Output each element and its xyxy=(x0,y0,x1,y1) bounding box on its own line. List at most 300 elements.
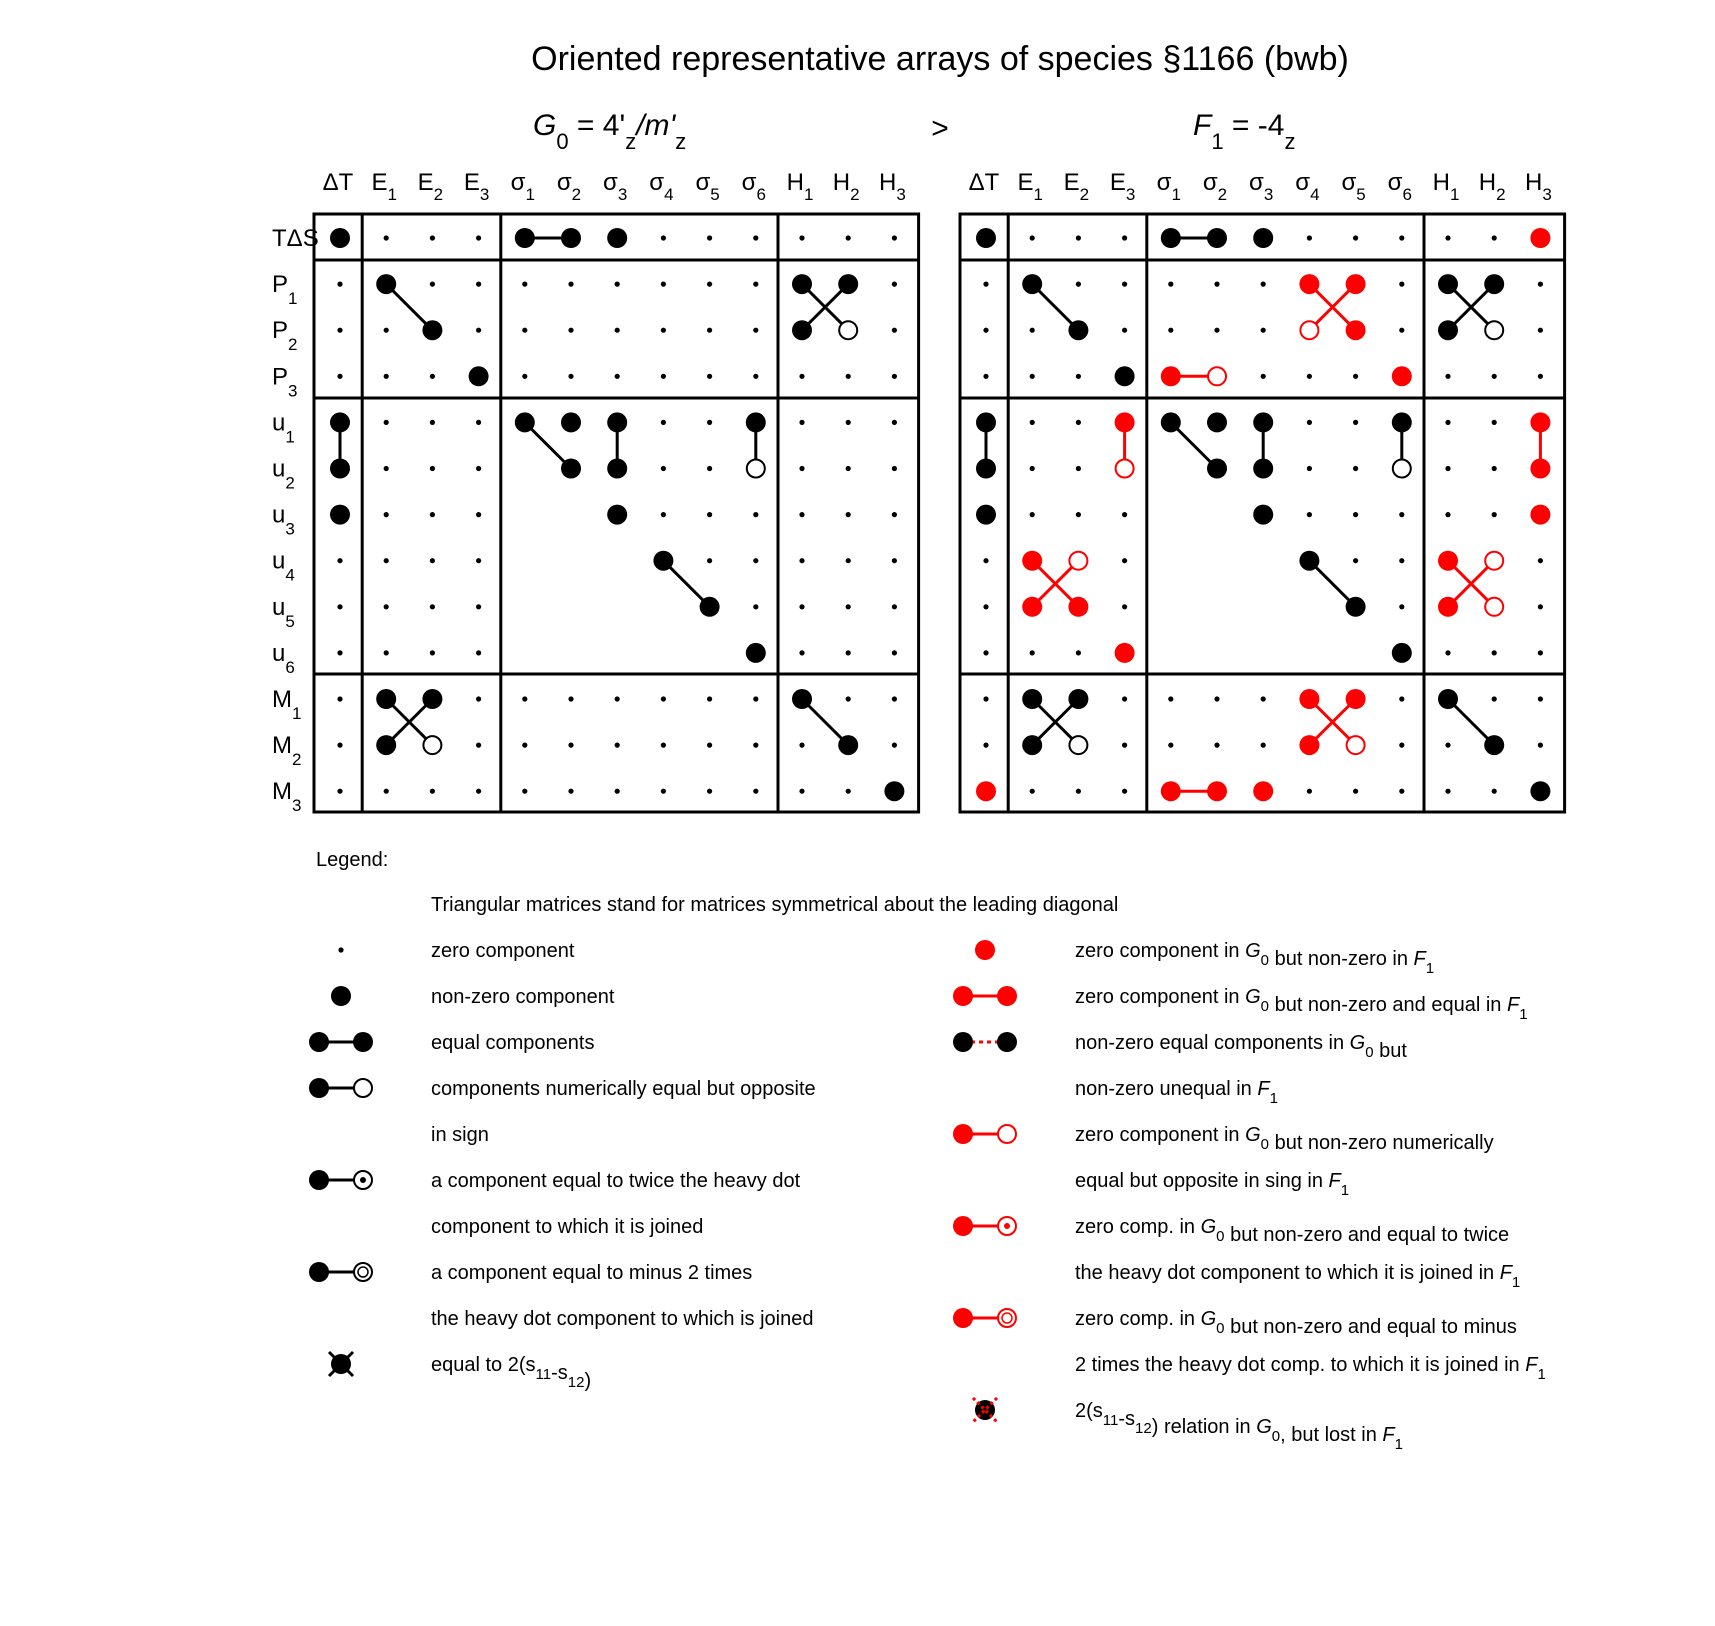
g0-heavy-dot xyxy=(376,274,396,294)
f1-col-3: $E_3$ xyxy=(1109,169,1136,204)
matrix-f1 xyxy=(960,169,1565,812)
g0-col-12: $H_3$ xyxy=(878,169,906,204)
matrix-g0 xyxy=(314,169,919,812)
g0-heavy-dot xyxy=(422,689,442,709)
f1-red-dot xyxy=(1161,366,1181,386)
g0-zero-dot xyxy=(846,512,851,517)
g0-zero-dot xyxy=(661,328,666,333)
g0-zero-dot xyxy=(568,282,573,287)
red-equal-pair-b xyxy=(997,986,1017,1006)
legend-right-text-0: zero component in $G_0$ but non-zero in $F_1$ xyxy=(1075,940,1435,977)
g0-zero-dot xyxy=(430,789,435,794)
g0-zero-dot xyxy=(892,282,897,287)
g0-zero-dot xyxy=(753,558,758,563)
g0-zero-dot xyxy=(753,328,758,333)
g0-zero-dot xyxy=(337,558,342,563)
g0-heavy-dot xyxy=(607,228,627,248)
g0-heavy-dot xyxy=(330,459,350,479)
f1-zero-dot xyxy=(1122,604,1127,609)
f1-zero-dot xyxy=(983,696,988,701)
f1-heavy-dot xyxy=(1161,412,1181,432)
f1-zero-dot xyxy=(1445,650,1450,655)
g0-zero-dot xyxy=(799,604,804,609)
legend-left-text-6: equal to $2(s_{11}-s_{12})$ xyxy=(431,1354,592,1392)
row-label-1: $P_1$ xyxy=(272,271,298,309)
g0-zero-dot xyxy=(615,696,620,701)
f1-col-1: $E_1$ xyxy=(1017,169,1043,204)
f1-zero-dot xyxy=(1399,282,1404,287)
f1-zero-dot xyxy=(1168,328,1173,333)
f1-open-dot xyxy=(1069,736,1087,754)
g0-zero-dot xyxy=(337,696,342,701)
f1-heavy-dot xyxy=(1253,412,1273,432)
f1-heavy-dot xyxy=(1068,320,1088,340)
g0-col-6: $\sigma_3$ xyxy=(603,169,628,204)
left-formula xyxy=(533,109,686,154)
f1-red-dot xyxy=(1299,689,1319,709)
legend xyxy=(309,940,1546,1453)
g0-zero-dot xyxy=(615,328,620,333)
legend-left-text-1: non-zero component xyxy=(431,986,615,1008)
g0-heavy-dot xyxy=(746,643,766,663)
f1-zero-dot xyxy=(1076,282,1081,287)
legend-right-text-5: 2 times the heavy dot comp. to which it is joined in $F_1$ xyxy=(1075,1354,1546,1383)
g0-zero-dot xyxy=(661,789,666,794)
f1-zero-dot xyxy=(1399,604,1404,609)
g0-zero-dot xyxy=(522,282,527,287)
f1-zero-dot xyxy=(1538,558,1543,563)
f1-zero-dot xyxy=(1353,420,1358,425)
g0-zero-dot xyxy=(384,558,389,563)
f1-red-dot xyxy=(1346,274,1366,294)
g0-zero-dot xyxy=(476,789,481,794)
g0-zero-dot xyxy=(337,650,342,655)
g0-zero-dot xyxy=(568,696,573,701)
legend-right-text-2: non-zero unequal in $F_1$ xyxy=(1075,1078,1278,1107)
g0-zero-dot xyxy=(753,743,758,748)
g0-heavy-dot xyxy=(792,689,812,709)
f1-zero-dot xyxy=(1399,235,1404,240)
f1-zero-dot xyxy=(1214,743,1219,748)
g0-zero-dot xyxy=(707,743,712,748)
f1-zero-dot xyxy=(1399,789,1404,794)
g0-zero-dot xyxy=(337,604,342,609)
row-label-2: $P_2$ xyxy=(272,317,298,355)
f1-red-dot xyxy=(1530,228,1550,248)
g0-zero-dot xyxy=(476,466,481,471)
g0-col-8: $\sigma_5$ xyxy=(695,169,720,204)
legend-left-text-3: components numerically equal but opposite xyxy=(431,1078,816,1100)
f1-open-dot xyxy=(1393,460,1411,478)
f1-zero-dot xyxy=(1030,512,1035,517)
g0-zero-dot xyxy=(430,282,435,287)
red-minus-two-pair-a xyxy=(953,1308,973,1328)
g0-heavy-dot xyxy=(561,412,581,432)
f1-zero-dot xyxy=(1168,696,1173,701)
g0-zero-dot xyxy=(384,235,389,240)
f1-zero-dot xyxy=(1353,235,1358,240)
f1-heavy-dot xyxy=(1022,274,1042,294)
g0-zero-dot xyxy=(430,604,435,609)
f1-col-4: $\sigma_1$ xyxy=(1156,169,1181,204)
f1-zero-dot xyxy=(983,374,988,379)
g0-zero-dot xyxy=(707,696,712,701)
f1-heavy-dot xyxy=(976,228,996,248)
g0-zero-dot xyxy=(522,696,527,701)
f1-zero-dot xyxy=(1030,328,1035,333)
opposite-pair-b xyxy=(354,1079,372,1097)
g0-heavy-dot xyxy=(376,689,396,709)
row-label-10: $M_1$ xyxy=(272,686,302,723)
g0-heavy-dot xyxy=(653,551,673,571)
g0-zero-dot xyxy=(522,328,527,333)
f1-zero-dot xyxy=(1538,282,1543,287)
f1-red-dot xyxy=(1392,366,1412,386)
g0-zero-dot xyxy=(707,282,712,287)
f1-zero-dot xyxy=(1168,282,1173,287)
f1-zero-dot xyxy=(983,328,988,333)
f1-col-9: $\sigma_6$ xyxy=(1387,169,1412,204)
legend-left-text-4: a component equal to twice the heavy dot xyxy=(431,1170,801,1192)
f1-zero-dot xyxy=(1307,512,1312,517)
g0-col-9: $\sigma_6$ xyxy=(741,169,766,204)
f1-zero-dot xyxy=(1445,235,1450,240)
f1-zero-dot xyxy=(1353,512,1358,517)
f1-col-6: $\sigma_3$ xyxy=(1249,169,1274,204)
f1-col-8: $\sigma_5$ xyxy=(1341,169,1366,204)
g0-zero-dot xyxy=(846,420,851,425)
g0-heavy-dot xyxy=(792,274,812,294)
f1-heavy-dot xyxy=(1438,689,1458,709)
f1-zero-dot xyxy=(1261,696,1266,701)
legend-right-text-1: zero component in $G_0$ but non-zero and equal in $F_1$ xyxy=(1075,986,1528,1023)
g0-zero-dot xyxy=(661,466,666,471)
g0-heavy-dot xyxy=(330,412,350,432)
g0-zero-dot xyxy=(476,650,481,655)
f1-zero-dot xyxy=(1030,374,1035,379)
f1-red-open-dot xyxy=(1116,460,1134,478)
f1-heavy-dot xyxy=(1530,781,1550,801)
g0-zero-dot xyxy=(846,235,851,240)
f1-red-dot xyxy=(1530,412,1550,432)
g0-zero-dot xyxy=(337,743,342,748)
g0-zero-dot xyxy=(522,743,527,748)
f1-heavy-dot xyxy=(1022,735,1042,755)
diagram-title: Oriented representative arrays of species §1166 (bwb) xyxy=(531,40,1349,78)
row-label-7: $u_4$ xyxy=(272,547,295,585)
g0-heavy-dot xyxy=(422,320,442,340)
g0-zero-dot xyxy=(892,512,897,517)
g0-zero-dot xyxy=(846,696,851,701)
g0-zero-dot xyxy=(846,650,851,655)
f1-zero-dot xyxy=(1122,789,1127,794)
twice-pair-a xyxy=(309,1170,329,1190)
dot-a xyxy=(953,1032,973,1052)
row-label-9: $u_6$ xyxy=(272,639,295,677)
f1-zero-dot xyxy=(983,282,988,287)
f1-heavy-dot xyxy=(1346,597,1366,617)
g0-col-1: $E_1$ xyxy=(371,169,397,204)
f1-zero-dot xyxy=(1492,696,1497,701)
f1-heavy-dot xyxy=(1438,320,1458,340)
g0-zero-dot xyxy=(615,743,620,748)
g0-zero-dot xyxy=(337,374,342,379)
f1-zero-dot xyxy=(1492,789,1497,794)
g0-col-4: $\sigma_1$ xyxy=(510,169,535,204)
opposite-pair-a xyxy=(309,1078,329,1098)
f1-heavy-dot xyxy=(1207,228,1227,248)
f1-zero-dot xyxy=(1445,466,1450,471)
f1-zero-dot xyxy=(1538,743,1543,748)
f1-zero-dot xyxy=(983,743,988,748)
g0-zero-dot xyxy=(384,789,389,794)
f1-heavy-dot xyxy=(1207,412,1227,432)
legend-right-text-3: equal but opposite in sing in $F_1$ xyxy=(1075,1170,1350,1199)
legend-left-text-0: zero component xyxy=(431,940,575,962)
g0-zero-dot xyxy=(846,789,851,794)
g0-zero-dot xyxy=(707,235,712,240)
g0-zero-dot xyxy=(753,235,758,240)
g0-open-dot xyxy=(839,321,857,339)
g0-zero-dot xyxy=(384,420,389,425)
g0-col-10: $H_1$ xyxy=(786,169,814,204)
f1-red-dot xyxy=(1161,781,1181,801)
g0-zero-dot xyxy=(476,696,481,701)
g0-zero-dot xyxy=(892,604,897,609)
f1-zero-dot xyxy=(1538,604,1543,609)
g0-zero-dot xyxy=(661,420,666,425)
f1-zero-dot xyxy=(1214,282,1219,287)
f1-zero-dot xyxy=(1492,420,1497,425)
legend-left-text-4: component to which it is joined xyxy=(431,1216,704,1238)
red-dot-dot xyxy=(975,940,995,960)
f1-col-10: $H_1$ xyxy=(1432,169,1460,204)
f1-heavy-dot xyxy=(1207,459,1227,479)
f1-red-open-dot xyxy=(1069,552,1087,570)
g0-zero-dot xyxy=(430,374,435,379)
g0-zero-dot xyxy=(661,235,666,240)
f1-zero-dot xyxy=(1492,374,1497,379)
f1-zero-dot xyxy=(1076,789,1081,794)
g0-zero-dot xyxy=(892,650,897,655)
g0-zero-dot xyxy=(753,604,758,609)
f1-zero-dot xyxy=(1492,466,1497,471)
f1-zero-dot xyxy=(1122,512,1127,517)
g0-zero-dot xyxy=(430,558,435,563)
f1-zero-dot xyxy=(1122,282,1127,287)
f1-zero-dot xyxy=(1445,743,1450,748)
red-equal-pair-a xyxy=(953,986,973,1006)
f1-zero-dot xyxy=(1076,512,1081,517)
f1-heavy-dot xyxy=(1253,505,1273,525)
g0-heavy-dot xyxy=(561,228,581,248)
f1-red-dot xyxy=(1253,781,1273,801)
f1-zero-dot xyxy=(1492,650,1497,655)
g0-col-2: $E_2$ xyxy=(417,169,444,204)
f1-zero-dot xyxy=(1122,743,1127,748)
legend-left-text-3: in sign xyxy=(431,1124,489,1146)
g0-zero-dot xyxy=(476,604,481,609)
legend-right-text-2: non-zero equal components in $G_0$ but xyxy=(1075,1032,1407,1062)
f1-col-0: ΔT xyxy=(968,169,1000,196)
f1-red-dot xyxy=(1068,597,1088,617)
f1-zero-dot xyxy=(1030,789,1035,794)
g0-heavy-dot xyxy=(838,735,858,755)
f1-col-5: $\sigma_2$ xyxy=(1202,169,1228,204)
legend-right-text-4: zero comp. in $G_0$ but non-zero and equal to twice xyxy=(1075,1216,1510,1246)
f1-zero-dot xyxy=(1353,374,1358,379)
f1-zero-dot xyxy=(1307,466,1312,471)
g0-zero-dot xyxy=(476,235,481,240)
g0-zero-dot xyxy=(799,743,804,748)
f1-red-dot xyxy=(976,781,996,801)
g0-zero-dot xyxy=(337,282,342,287)
g0-zero-dot xyxy=(476,743,481,748)
g0-heavy-dot xyxy=(792,320,812,340)
f1-zero-dot xyxy=(1030,235,1035,240)
g0-zero-dot xyxy=(476,420,481,425)
g0-col-5: $\sigma_2$ xyxy=(556,169,582,204)
g0-zero-dot xyxy=(846,604,851,609)
f1-zero-dot xyxy=(1445,789,1450,794)
f1-zero-dot xyxy=(1261,374,1266,379)
g0-heavy-dot xyxy=(746,412,766,432)
g0-zero-dot xyxy=(707,466,712,471)
g0-zero-dot xyxy=(337,328,342,333)
row-labels xyxy=(272,225,319,815)
row-label-8: $u_5$ xyxy=(272,593,295,631)
f1-formula: $F_1 = -4_z$ xyxy=(1193,109,1296,154)
g0-zero-dot xyxy=(476,558,481,563)
g0-zero-dot xyxy=(799,466,804,471)
f1-col-12: $H_3$ xyxy=(1524,169,1552,204)
f1-heavy-dot xyxy=(1022,689,1042,709)
comparator: > xyxy=(931,112,949,145)
f1-zero-dot xyxy=(1492,512,1497,517)
f1-red-dot xyxy=(1022,551,1042,571)
f1-zero-dot xyxy=(983,558,988,563)
g0-col-11: $H_2$ xyxy=(832,169,860,204)
g0-heavy-dot xyxy=(330,505,350,525)
f1-zero-dot xyxy=(1214,696,1219,701)
f1-zero-dot xyxy=(1030,420,1035,425)
f1-heavy-dot xyxy=(1253,459,1273,479)
f1-zero-dot xyxy=(1076,650,1081,655)
legend-left-text-2: equal components xyxy=(431,1032,595,1054)
g0-zero-dot xyxy=(892,374,897,379)
legend-small-dot xyxy=(338,947,343,952)
f1-red-dot xyxy=(1438,597,1458,617)
f1-red-dot xyxy=(1438,551,1458,571)
g0-zero-dot xyxy=(430,420,435,425)
legend-heading: Legend: xyxy=(316,849,389,871)
legend-right-text-4: the heavy dot component to which it is joined in $F_1$ xyxy=(1075,1262,1521,1291)
f1-zero-dot xyxy=(1307,374,1312,379)
f1-zero-dot xyxy=(1399,558,1404,563)
f1-heavy-dot xyxy=(1392,643,1412,663)
g0-zero-dot xyxy=(707,420,712,425)
f1-zero-dot xyxy=(1538,696,1543,701)
g0-col-7: $\sigma_4$ xyxy=(649,169,674,204)
f1-col-11: $H_2$ xyxy=(1478,169,1506,204)
g0-zero-dot xyxy=(799,558,804,563)
f1-red-open-dot xyxy=(1485,598,1503,616)
f1-zero-dot xyxy=(1261,282,1266,287)
g0-heavy-dot xyxy=(884,781,904,801)
f1-zero-dot xyxy=(1122,696,1127,701)
g0-zero-dot xyxy=(799,235,804,240)
f1-zero-dot xyxy=(1122,328,1127,333)
legend-right-text-3: zero component in $G_0$ but non-zero numerically xyxy=(1075,1124,1494,1154)
g0-zero-dot xyxy=(846,558,851,563)
g0-formula: $G_0 = 4'_z/m'_z$ xyxy=(533,109,687,154)
f1-heavy-dot xyxy=(976,505,996,525)
g0-zero-dot xyxy=(707,558,712,563)
g0-zero-dot xyxy=(799,374,804,379)
f1-zero-dot xyxy=(1445,512,1450,517)
g0-zero-dot xyxy=(476,282,481,287)
f1-col-7: $\sigma_4$ xyxy=(1295,169,1320,204)
f1-zero-dot xyxy=(1399,328,1404,333)
row-label-12: $M_3$ xyxy=(272,778,302,816)
f1-zero-dot xyxy=(1214,328,1219,333)
g0-zero-dot xyxy=(707,512,712,517)
f1-red-dot xyxy=(1299,274,1319,294)
legend-right-text-6: $2(s_{11}-s_{12})$ relation in $G_0$, but lost in $F_1$ xyxy=(1075,1400,1403,1453)
g0-zero-dot xyxy=(522,789,527,794)
g0-zero-dot xyxy=(892,328,897,333)
g0-zero-dot xyxy=(384,604,389,609)
g0-zero-dot xyxy=(707,328,712,333)
g0-zero-dot xyxy=(892,235,897,240)
f1-zero-dot xyxy=(1399,743,1404,748)
g0-zero-dot xyxy=(707,789,712,794)
f1-zero-dot xyxy=(1538,374,1543,379)
f1-heavy-dot xyxy=(1161,228,1181,248)
g0-zero-dot xyxy=(753,282,758,287)
f1-heavy-dot xyxy=(1068,689,1088,709)
g0-zero-dot xyxy=(384,328,389,333)
twice-pair-inner xyxy=(360,1177,366,1183)
f1-zero-dot xyxy=(1492,235,1497,240)
f1-zero-dot xyxy=(1353,789,1358,794)
f1-zero-dot xyxy=(1030,650,1035,655)
f1-zero-dot xyxy=(1168,743,1173,748)
g0-zero-dot xyxy=(892,558,897,563)
f1-red-dot xyxy=(1299,735,1319,755)
g0-zero-dot xyxy=(799,512,804,517)
g0-col-3: $E_3$ xyxy=(463,169,490,204)
f1-zero-dot xyxy=(1307,420,1312,425)
f1-red-dot xyxy=(1346,320,1366,340)
red-minus-two-pair-b xyxy=(998,1309,1016,1327)
g0-heavy-dot xyxy=(607,412,627,432)
red-twice-pair-inner xyxy=(1004,1223,1010,1229)
g0-zero-dot xyxy=(476,512,481,517)
f1-zero-dot xyxy=(1353,466,1358,471)
f1-red-dot xyxy=(1530,459,1550,479)
row-label-4: $u_1$ xyxy=(272,409,295,447)
legend-left-text-5: the heavy dot component to which is joined xyxy=(431,1308,814,1330)
g0-zero-dot xyxy=(846,374,851,379)
g0-zero-dot xyxy=(799,420,804,425)
g0-zero-dot xyxy=(615,789,620,794)
g0-zero-dot xyxy=(661,743,666,748)
g0-zero-dot xyxy=(430,466,435,471)
g0-zero-dot xyxy=(384,650,389,655)
f1-heavy-dot xyxy=(1484,735,1504,755)
f1-heavy-dot xyxy=(1392,412,1412,432)
